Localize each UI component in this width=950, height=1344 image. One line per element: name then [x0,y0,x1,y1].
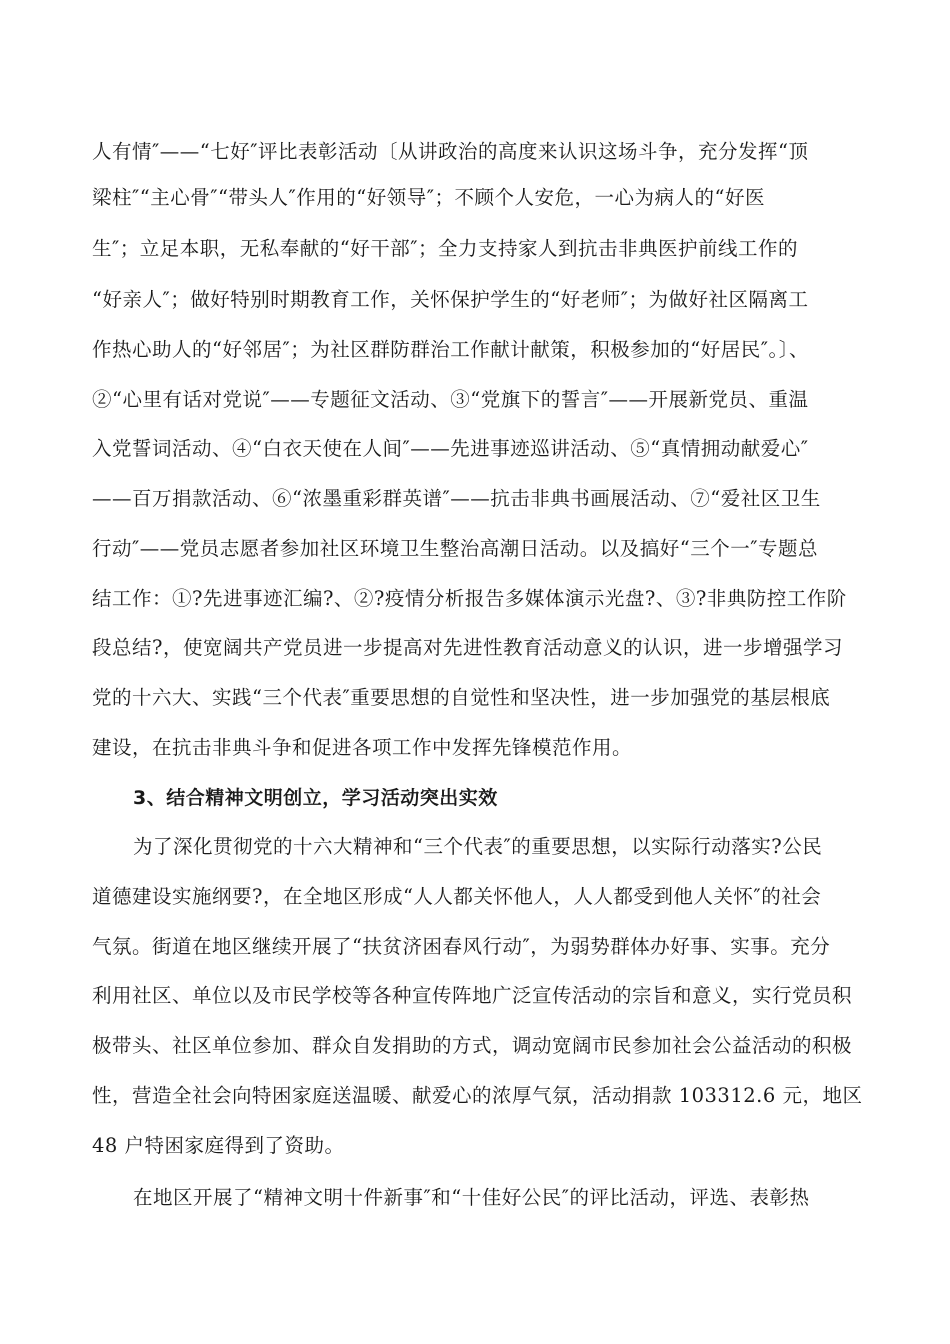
text-line: 段总结?，使宽阔共产党员进一步提高对先进性教育活动意义的认识，进一步增强学习 [92,636,843,659]
text-line: ——百万捐款活动、⑥“浓墨重彩群英谱″——抗击非典书画展活动、⑦“爱社区卫生 [92,487,821,510]
text-line: ②“心里有话对党说″——专题征文活动、③“党旗下的誓言″——开展新党员、重温 [92,388,809,411]
text-line: 性，营造全社会向特困家庭送温暖、献爱心的浓厚气氛，活动捐款 103312.6 元，地区 [92,1084,863,1107]
text-line: 党的十六大、实践“三个代表″重要思想的自觉性和坚决性，进一步加强党的基层根底 [92,686,831,709]
text-line: 生″；立足本职，无私奉献的“好干部″；全力支持家人到抗击非典医护前线工作的 [92,237,799,260]
text-line: 在地区开展了“精神文明十件新事″和“十佳好公民″的评比活动，评选、表彰热 [133,1186,810,1209]
text-line: 入党誓词活动、④“白衣天使在人间″——先进事迹巡讲活动、⑤“真情拥动献爱心″ [92,437,809,460]
text-line: 气氛。街道在地区继续开展了“扶贫济困春风行动″，为弱势群体办好事、实事。充分 [92,935,831,958]
text-line: “好亲人″；做好特别时期教育工作，关怀保护学生的“好老师″；为做好社区隔离工 [92,288,809,311]
text-line: 建设，在抗击非典斗争和促进各项工作中发挥先锋模范作用。 [92,736,633,759]
text-line: 作热心助人的“好邻居″；为社区群防群治工作献计献策，积极参加的“好居民″。〕、 [92,338,810,361]
text-line: 行动″——党员志愿者参加社区环境卫生整治高潮日活动。以及搞好“三个一″专题总 [92,537,819,560]
text-line: 为了深化贯彻党的十六大精神和“三个代表″的重要思想，以实际行动落实?公民 [133,835,823,858]
text-line: 极带头、社区单位参加、群众自发捐助的方式，调动宽阔市民参加社会公益活动的积极 [92,1034,853,1057]
text-line: 人有情″——“七好″评比表彰活动〔从讲政治的高度来认识这场斗争，充分发挥“顶 [92,140,809,163]
text-line: 梁柱″“主心骨″“带头人″作用的“好领导″；不顾个人安危，一心为病人的“好医 [92,186,766,209]
text-line: 利用社区、单位以及市民学校等各种宣传阵地广泛宣传活动的宗旨和意义，实行党员积 [92,984,853,1007]
text-line: 48 户特困家庭得到了资助。 [92,1134,345,1157]
text-line: 结工作：①?先进事迹汇编?、②?疫情分析报告多媒体演示光盘?、③?非典防控工作阶 [92,587,847,610]
section-heading: 3、结合精神文明创立，学习活动突出实效 [133,787,498,809]
text-line: 道德建设实施纲要?，在全地区形成“人人都关怀他人，人人都受到他人关怀″的社会 [92,885,822,908]
